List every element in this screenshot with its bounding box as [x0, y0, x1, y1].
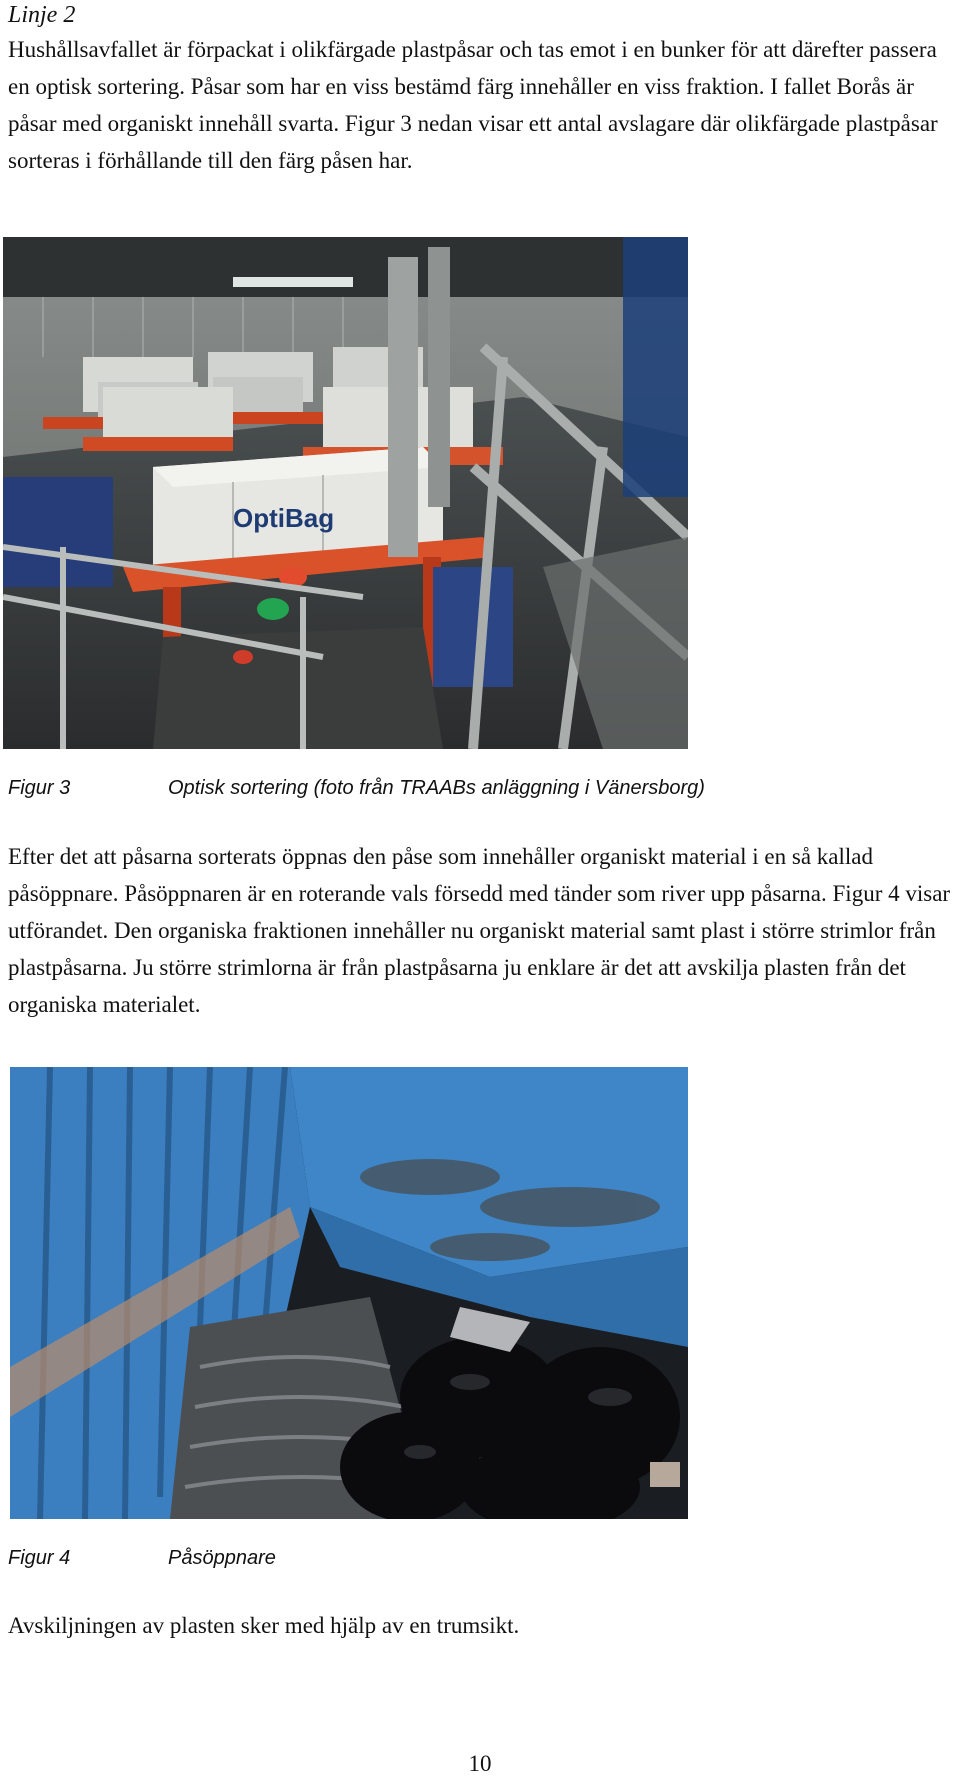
figure-4-number: Figur 4 [8, 1547, 71, 1569]
figure-4-photo [10, 1067, 688, 1519]
page-number: 10 [468, 1751, 492, 1776]
section-heading: Linje 2 [8, 2, 76, 28]
paragraph-separation: Avskiljningen av plasten sker med hjälp av en trumsikt. [8, 1613, 520, 1638]
figure-4-caption: Påsöppnare [168, 1547, 276, 1569]
bag-opener-image [10, 1067, 688, 1519]
optibag-logo: OptiBag [233, 503, 335, 533]
paragraph-bag-opener: Efter det att påsarna sorterats öppnas den påse som innehåller organiskt material i en så kallad påsöppnare. Påsöppnaren är en roterande vals försedd med tänder som river upp påsarna. Figur 4 visar utförandet. Den organiska fraktionen innehåller nu organiskt material samt plast i större strimlor från plastpåsarna. Ju större strimlorna är från plastpåsarna ju enklare är det att avskilja plasten från det organiska materialet. [8, 844, 951, 1017]
figure-3-photo [3, 237, 688, 749]
paragraph-intro: Hushållsavfallet är förpackat i olikfärgade plastpåsar och tas emot i en bunker för att därefter passera en optisk sortering. Påsar som har en viss bestämd färg innehåller en viss fraktion. I fallet Borås är påsar med organiskt innehåll svarta. Figur 3 nedan visar ett antal avslagare där olikfärgade plastpåsar sorteras i förhållande till den färg påsen har. [8, 37, 938, 173]
figure-3-caption: Optisk sortering (foto från TRAABs anläggning i Vänersborg) [168, 777, 705, 799]
figure-3-number: Figur 3 [8, 777, 71, 799]
optical-sorting-image [3, 237, 688, 749]
